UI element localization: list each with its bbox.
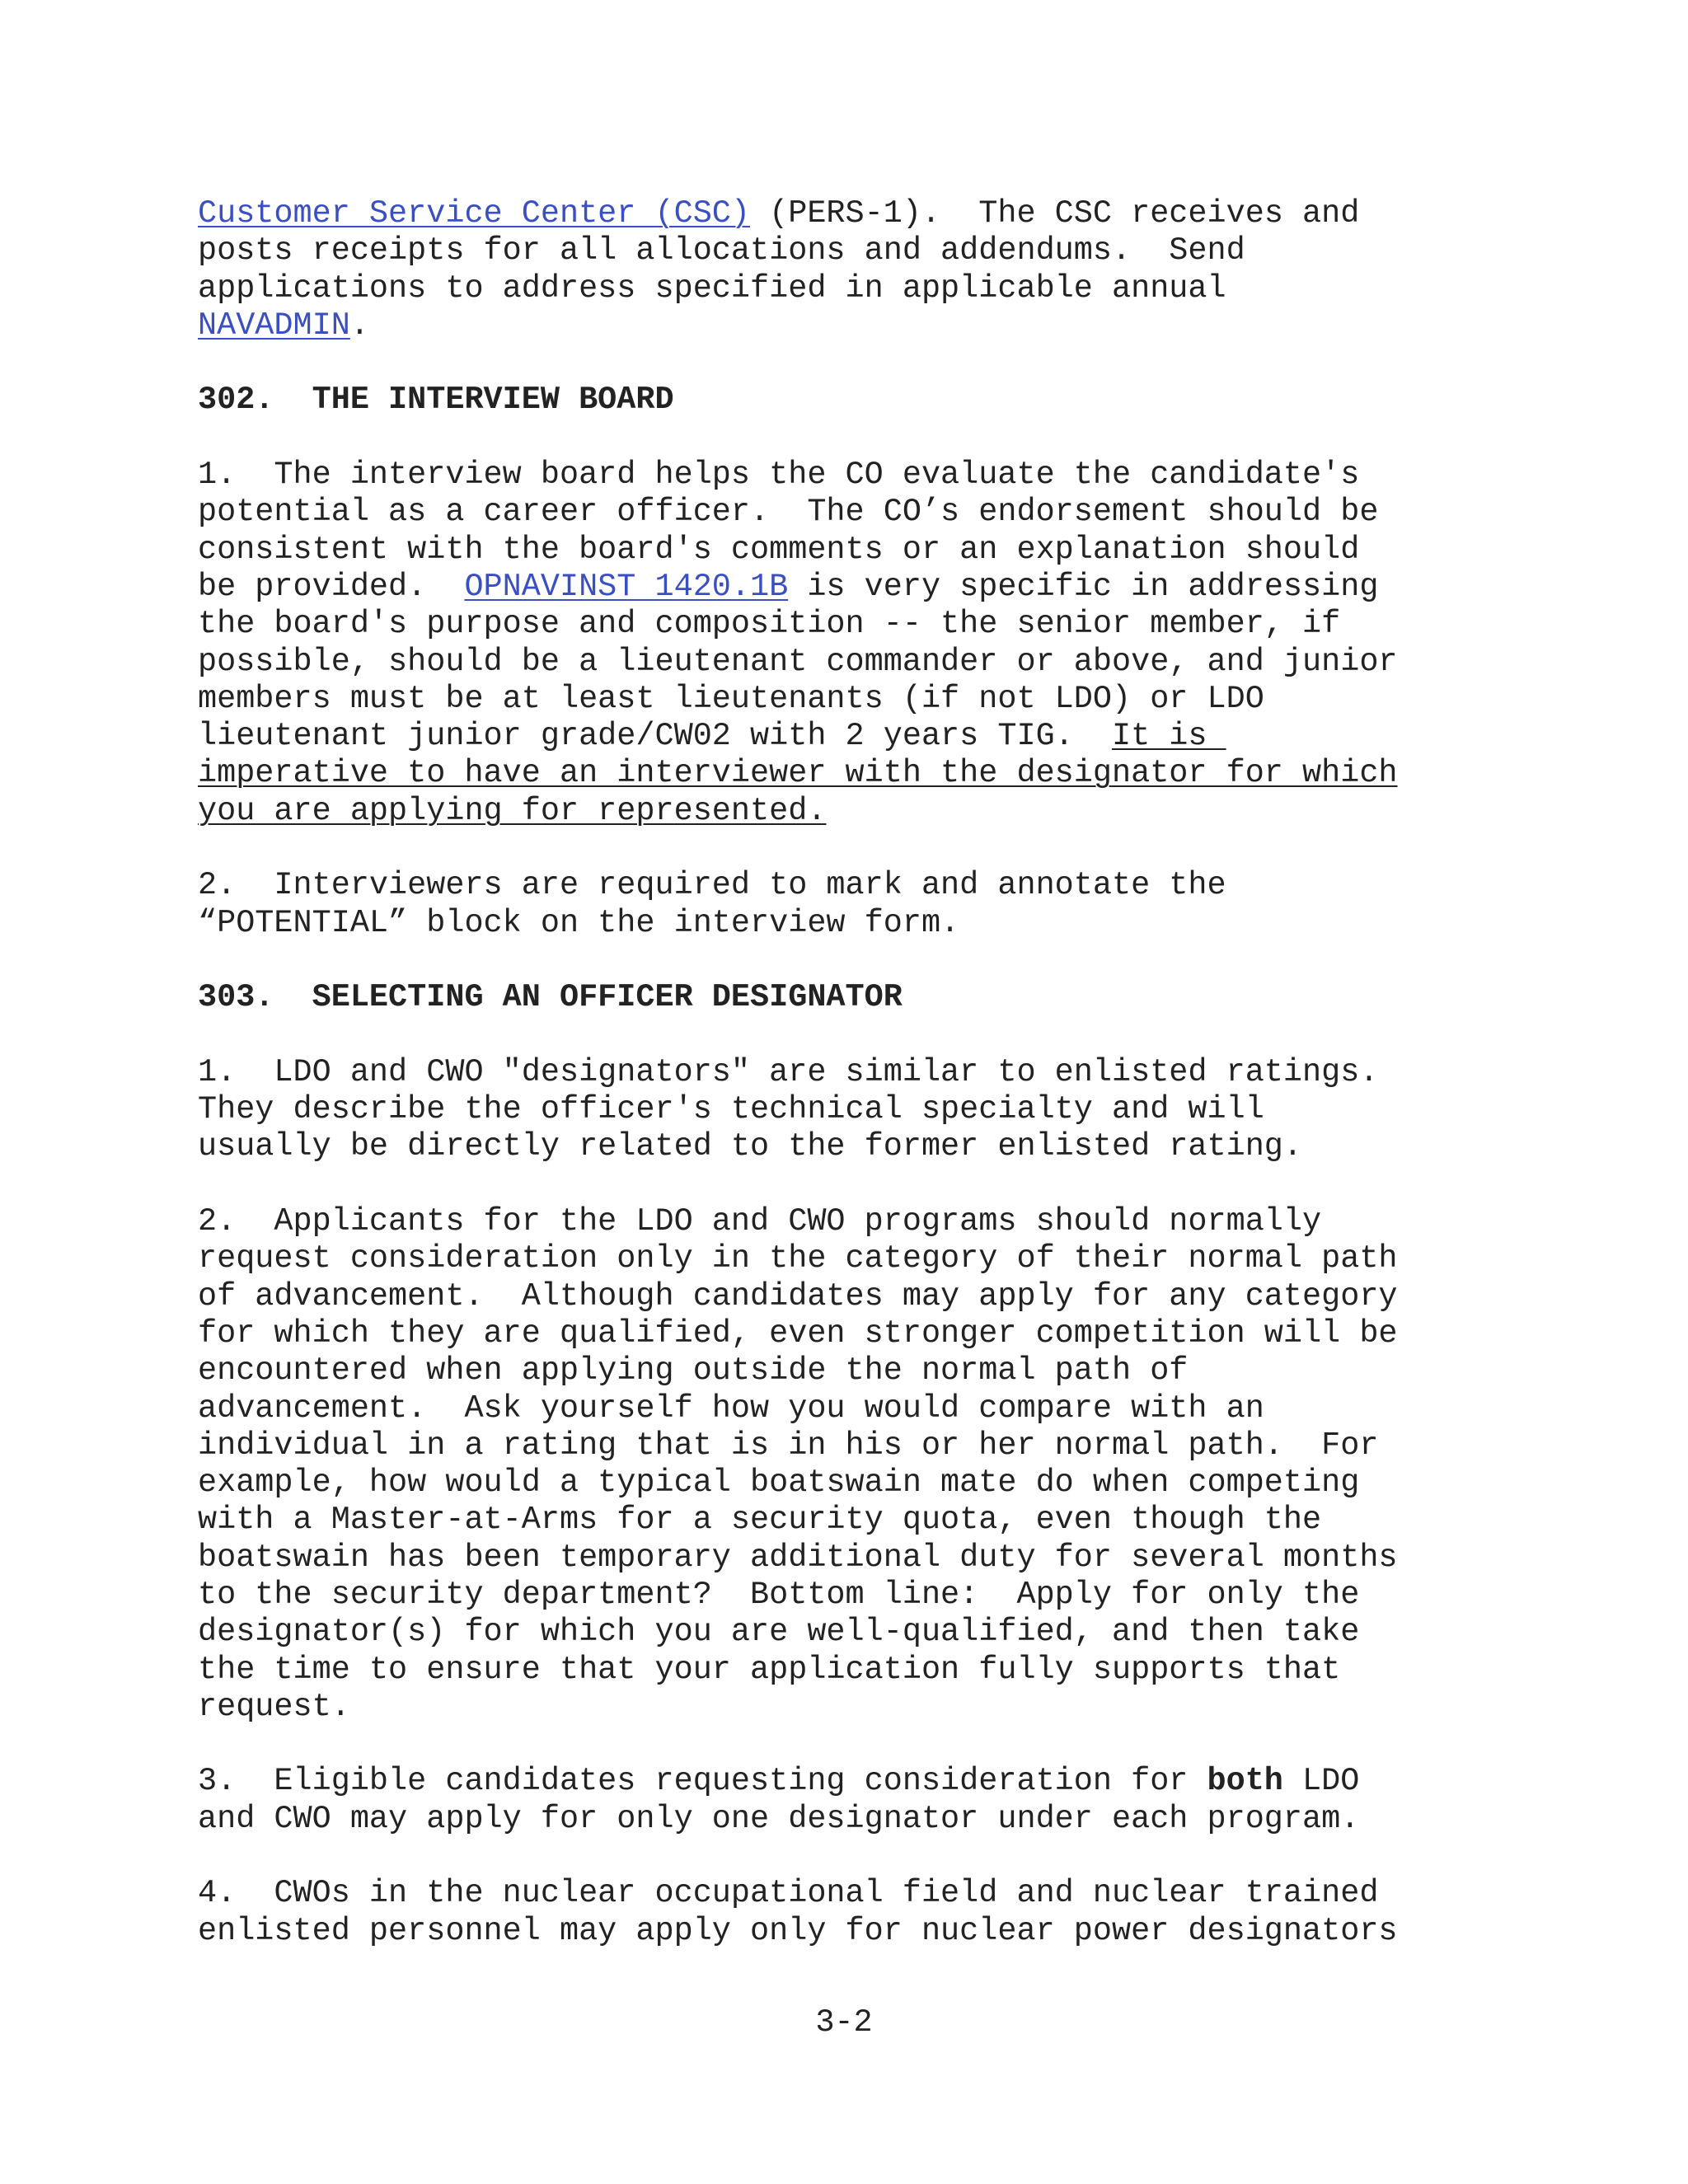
opnavinst-link[interactable]: OPNAVINST 1420.1B xyxy=(464,568,789,605)
s303-p3-text-1: 3. Eligible candidates requesting consideration for xyxy=(198,1763,1207,1800)
intro-text-1: (PERS-1). The CSC receives and posts receipts for all allocations and addendums. Send applications to address specified in applicable annual xyxy=(198,195,1360,307)
intro-paragraph xyxy=(198,195,1615,344)
document-page xyxy=(198,195,1615,1987)
s302-p1-text-1: 1. The interview board helps the CO evaluate the candidate's potential as a career officer. The CO’s endorsement should be consistent with the board's comments or an explanation should be provided. xyxy=(198,457,1379,605)
section-302-heading: 302. THE INTERVIEW BOARD xyxy=(198,382,674,419)
section-303-heading: 303. SELECTING AN OFFICER DESIGNATOR xyxy=(198,979,903,1016)
csc-link[interactable]: Customer Service Center (CSC) xyxy=(198,195,751,232)
section-302-paragraph-2: 2. Interviewers are required to mark and annotate the “POTENTIAL” block on the interview form. xyxy=(198,867,1226,941)
s303-p3-text-2: LDO and CWO may apply for only one designator under each program. xyxy=(198,1763,1360,1837)
s303-p3-bold-word: both xyxy=(1207,1763,1283,1800)
section-303-paragraph-2: 2. Applicants for the LDO and CWO programs should normally request consideration only in the category of their normal path of advancement. Although candidates may apply for any category for which they are qualified, even stronger competition will be encountered when applying outside the normal path of advancement. Ask yourself how you would compare with an individual in a rating that is in his or her normal path. For example, how would a typical boatswain mate do when competing with a Master-at-Arms for a security quota, even though the boatswain has been temporary additional duty for several months to the security department? Bottom line: Apply for only the designator(s) for which you are well-qualified, and then take the time to ensure that your application fully supports that request. xyxy=(198,1203,1398,1725)
intro-text-2: . xyxy=(349,307,369,344)
section-302-paragraph-1 xyxy=(198,457,1615,830)
navadmin-link[interactable]: NAVADMIN xyxy=(198,307,350,344)
s302-p1-text-2: is very specific in addressing the board's purpose and composition -- the senior member, if possible, should be a lieutenant commander or above, and junior members must be at least lieutenants (if not LDO) or LDO lieutenant junior grade/CW02 with 2 years TIG. xyxy=(198,568,1398,755)
page-number: 3-2 xyxy=(815,2004,873,2041)
section-303-paragraph-4: 4. CWOs in the nuclear occupational field and nuclear trained enlisted personnel may apply only for nuclear power designators xyxy=(198,1875,1398,1949)
section-303-paragraph-1: 1. LDO and CWO "designators" are similar to enlisted ratings. They describe the officer's technical specialty and will usually be directly related to the former enlisted rating. xyxy=(198,1053,1379,1165)
s302-p1-underlined-text: It is imperative to have an interviewer with the designator for which you are applying for represented. xyxy=(198,718,1398,829)
section-303-paragraph-3 xyxy=(198,1763,1615,1838)
